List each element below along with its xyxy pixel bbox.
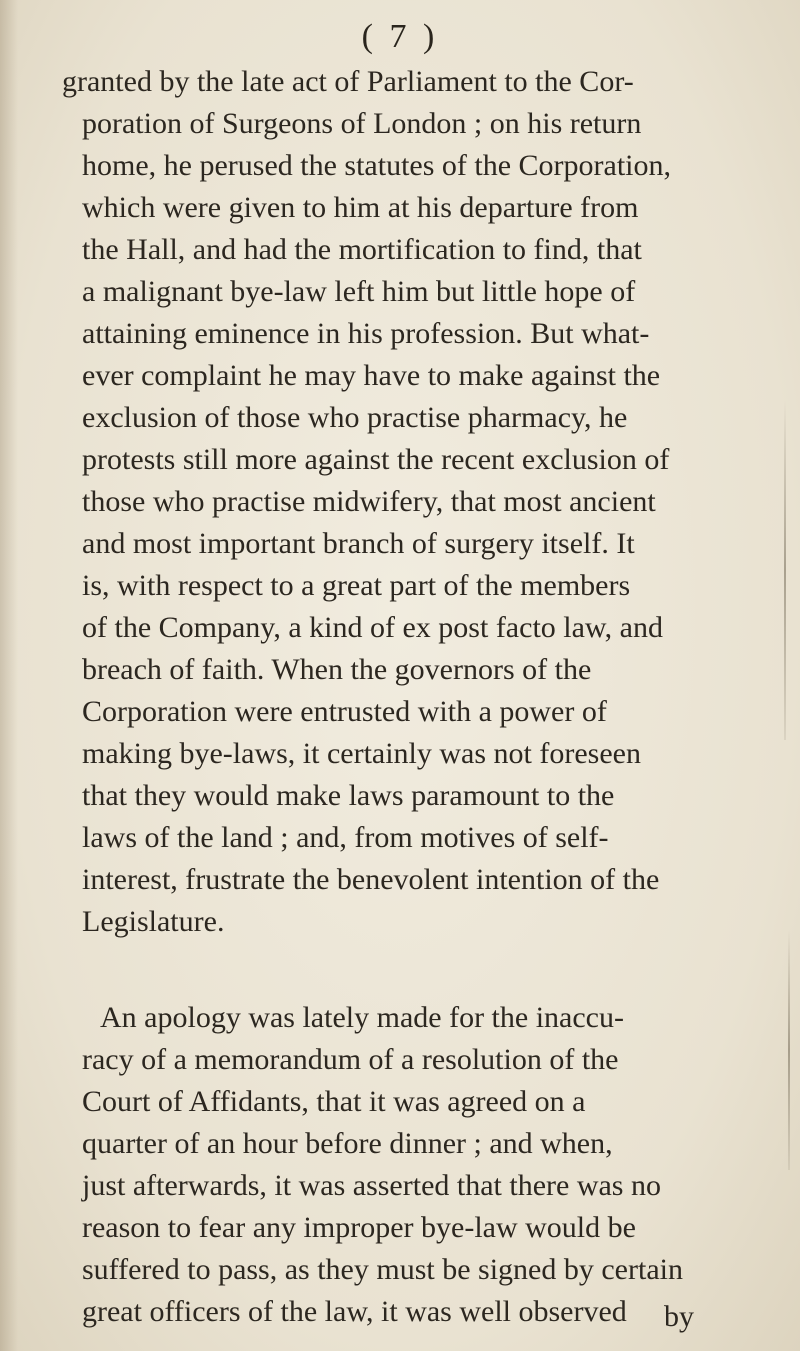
binding-shadow [0, 0, 18, 1351]
text-line: which were given to him at his departure from [82, 191, 639, 224]
page-number: ( 7 ) [361, 18, 439, 55]
text-line: attaining eminence in his profession. But what- [82, 317, 650, 350]
text-line: the Hall, and had the mortification to find, that [82, 233, 642, 266]
text-line: quarter of an hour before dinner ; and when, [82, 1127, 613, 1160]
text-line: An apology was lately made for the inaccu- [100, 1001, 624, 1034]
text-line: Corporation were entrusted with a power of [82, 695, 607, 728]
text-line: Court of Affidants, that it was agreed on a [82, 1085, 586, 1118]
catchword: by [664, 1300, 694, 1333]
text-line: laws of the land ; and, from motives of self- [82, 821, 609, 854]
text-line: interest, frustrate the benevolent intention of the [82, 863, 660, 896]
text-line: great officers of the law, it was well observed [82, 1295, 627, 1328]
text-line: breach of faith. When the governors of the [82, 653, 592, 686]
page-edge-mark [788, 930, 790, 1170]
page-edge-mark [784, 400, 786, 740]
text-line: that they would make laws paramount to the [82, 779, 615, 812]
text-line: poration of Surgeons of London ; on his return [82, 107, 642, 140]
text-line: exclusion of those who practise pharmacy, he [82, 401, 628, 434]
text-line: just afterwards, it was asserted that there was no [82, 1169, 661, 1202]
text-line: of the Company, a kind of ex post facto law, and [82, 611, 663, 644]
text-line: making bye-laws, it certainly was not foreseen [82, 737, 641, 770]
text-line: reason to fear any improper bye-law would be [82, 1211, 636, 1244]
text-line: suffered to pass, as they must be signed by certain [82, 1253, 683, 1286]
text-line: racy of a memorandum of a resolution of the [82, 1043, 619, 1076]
text-line: a malignant bye-law left him but little hope of [82, 275, 636, 308]
text-line: home, he perused the statutes of the Corporation, [82, 149, 672, 182]
text-line: is, with respect to a great part of the members [82, 569, 631, 602]
text-line: granted by the late act of Parliament to the Cor- [62, 65, 634, 98]
text-line: ever complaint he may have to make against the [82, 359, 661, 392]
text-line: Legislature. [82, 905, 225, 938]
text-line: those who practise midwifery, that most ancient [82, 485, 656, 518]
text-line: and most important branch of surgery itself. It [82, 527, 635, 560]
text-line: protests still more against the recent exclusion of [82, 443, 670, 476]
